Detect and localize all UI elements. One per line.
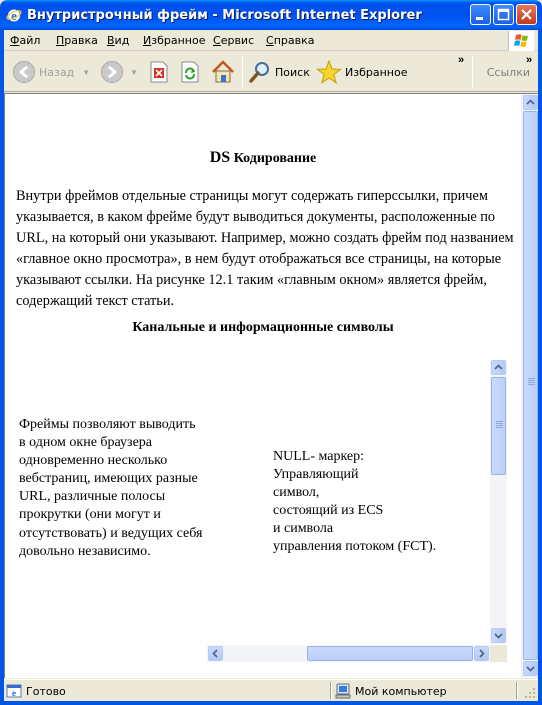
title-bar[interactable] — [0, 0, 542, 30]
toolbar — [4, 52, 538, 92]
toolbar-separator-links — [472, 56, 473, 88]
inline-frame[interactable] — [207, 360, 507, 662]
ie-icon — [6, 7, 22, 23]
menu-bar — [4, 30, 538, 51]
grip-line — [496, 423, 503, 424]
zone-section — [335, 683, 447, 699]
windows-logo-icon — [508, 31, 534, 51]
forward-button[interactable] — [100, 58, 138, 86]
minimize-button[interactable] — [470, 4, 491, 25]
chevron-down-icon — [524, 662, 537, 675]
refresh-button[interactable] — [180, 58, 200, 86]
close-button[interactable] — [516, 4, 537, 25]
iframe-hscroll-thumb[interactable] — [307, 646, 473, 661]
iframe-scroll-right-button[interactable] — [474, 646, 489, 661]
menu-help[interactable]: Справка — [266, 34, 315, 47]
iframe-line: состоящий из ECS — [273, 503, 384, 519]
iframe-scroll-down-button[interactable] — [491, 628, 506, 643]
grip-line — [496, 427, 503, 428]
iframe-line: и символа — [273, 521, 334, 537]
status-bar — [4, 679, 538, 701]
favorites-label: Избранное — [345, 65, 408, 79]
home-icon — [210, 59, 236, 85]
status-section — [6, 683, 66, 699]
iframe-scroll-up-button[interactable] — [491, 360, 506, 375]
iframe-scroll-thumb[interactable] — [491, 377, 506, 475]
page-content — [4, 93, 538, 678]
svg-text:e: e — [11, 8, 17, 23]
chevron-down-icon — [492, 629, 505, 642]
chevron-left-icon — [209, 647, 222, 660]
toolbar-separator — [242, 56, 243, 88]
search-icon — [248, 60, 272, 84]
status-divider — [516, 682, 518, 699]
page-vertical-scrollbar[interactable] — [521, 94, 538, 678]
stop-icon — [149, 61, 169, 83]
menu-file[interactable]: Файл — [10, 34, 41, 47]
svg-text:e: e — [12, 688, 16, 698]
forward-arrow-icon — [100, 60, 124, 84]
iframe-content — [273, 448, 473, 557]
status-text: Готово — [26, 684, 66, 698]
favorites-button[interactable] — [316, 58, 407, 86]
minimize-icon — [473, 7, 488, 22]
my-computer-icon — [335, 683, 351, 699]
iframe-scroll-left-button[interactable] — [208, 646, 223, 661]
grip-line — [496, 425, 503, 426]
maximize-icon — [496, 7, 511, 22]
back-label: Назад — [39, 65, 75, 79]
grip-line — [528, 378, 535, 379]
iframe-horizontal-scrollbar[interactable] — [207, 645, 490, 662]
menu-tools[interactable]: Сервис — [213, 34, 255, 47]
close-icon — [519, 7, 534, 22]
grip-line — [528, 384, 535, 385]
home-button[interactable] — [210, 58, 236, 86]
window-border-bottom — [0, 701, 542, 705]
window-border-right — [538, 30, 542, 705]
document-body — [5, 94, 521, 678]
status-divider — [330, 682, 332, 699]
back-button[interactable] — [12, 58, 90, 86]
resize-grip-icon[interactable] — [524, 687, 536, 699]
maximize-button[interactable] — [493, 4, 514, 25]
chevron-right-icon — [475, 647, 488, 660]
page-scroll-thumb[interactable] — [523, 111, 538, 660]
section-heading: Канальные и информационные символы — [132, 320, 394, 335]
menu-favorites[interactable]: Избранное — [143, 34, 206, 47]
grip-line — [528, 382, 535, 383]
iframe-line: NULL- маркер: — [273, 449, 365, 464]
page-heading — [5, 149, 521, 167]
intro-paragraph: Внутри фреймов отдельные страницы могут содержать гиперссылки, причем указывается, в каком фрейме будут выводиться документы, расположенные по URL, на который они указывают. Например, можно создать фрейм под названием «главное окно просмотра», в нем будут отображаться все страницы, на которые указывают ссылки. На рисунке 12.1 таким «главным окном» является фрейм, содержащий текст статьи. — [16, 188, 514, 309]
grip-line — [496, 421, 503, 422]
star-icon — [316, 59, 342, 85]
links-label[interactable]: Ссылки — [486, 66, 530, 79]
iframe-line: символ, — [273, 485, 320, 501]
grip-line — [528, 380, 535, 381]
heading-rest: Кодирование — [230, 151, 317, 166]
iframe-scroll-corner — [490, 645, 507, 662]
iframe-line: управления потоком (FCT). — [273, 539, 437, 555]
scroll-up-button[interactable] — [523, 95, 538, 110]
iframe-vertical-scrollbar[interactable] — [490, 360, 507, 644]
search-button[interactable] — [248, 58, 310, 86]
iframe-line: Управляющий — [273, 467, 359, 483]
forward-dropdown-icon[interactable]: ▼ — [130, 67, 138, 77]
menu-edit[interactable]: Правка — [56, 34, 98, 47]
stop-button[interactable] — [149, 58, 169, 86]
toolbar-more-chevron[interactable]: » — [458, 54, 465, 66]
back-dropdown-icon[interactable]: ▼ — [82, 67, 91, 77]
search-label: Поиск — [275, 65, 310, 79]
menu-view[interactable]: Вид — [107, 34, 130, 47]
scroll-down-button[interactable] — [523, 661, 538, 676]
heading-prefix: DS — [209, 149, 231, 166]
back-arrow-icon — [12, 60, 36, 84]
chevron-up-icon — [524, 96, 537, 109]
page-done-icon — [6, 683, 22, 699]
links-chevron[interactable]: » — [526, 54, 533, 66]
refresh-icon — [180, 61, 200, 83]
frames-description: Фреймы позволяют выводить в одном окне браузера одновременно несколько вебстраниц, имеющих разные URL, различные полосы прокрутки (они могут и отсутствовать) и ведущих себя довольно независимо. — [19, 417, 203, 559]
window-title: Внутристрочный фрейм - Microsoft Internet Explorer — [27, 8, 422, 23]
chevron-up-icon — [492, 361, 505, 374]
zone-text: Мой компьютер — [355, 684, 447, 698]
